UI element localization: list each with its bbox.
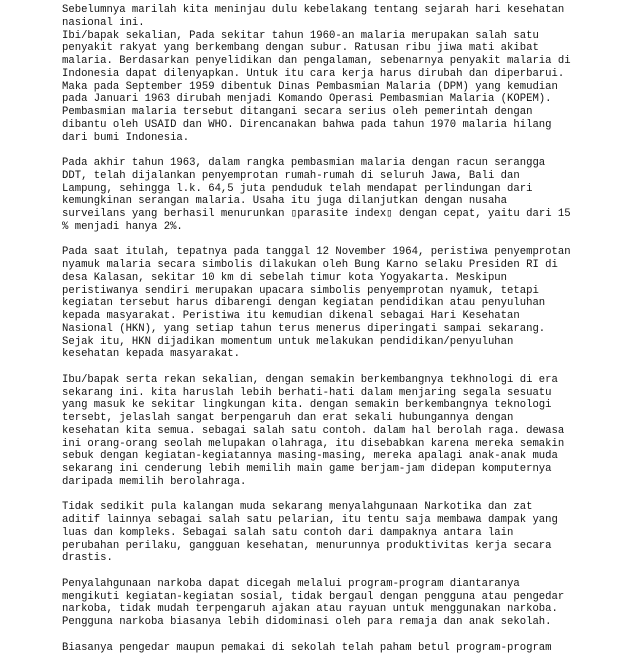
text-line: nyamuk malaria secara simbolis dilakukan oleh Bung Karno selaku Presiden RI di: [62, 259, 594, 272]
text-line: Pada saat itulah, tepatnya pada tanggal 12 November 1964, peristiwa penyemprotan: [62, 246, 594, 259]
text-line: malaria. Berdasarkan penyelidikan dan pengalaman, sebenarnya penyakit malaria di: [62, 55, 594, 68]
text-line: peristiwanya sendiri merupakan upacara simbolis penyemprotan nyamuk, tetapi: [62, 285, 594, 298]
text-line: Lampung, sehingga l.k. 64,5 juta penduduk telah mendapat perlindungan dari: [62, 183, 594, 196]
text-line: sekarang ini cenderung lebih memilih main game berjam-jam didepan komputernya: [62, 463, 594, 476]
text-line: Penyalahgunaan narkoba dapat dicegah melalui program-program diantaranya: [62, 578, 594, 591]
text-line: luas dan kompleks. Sebagai salah satu contoh dari dampaknya antara lain: [62, 527, 594, 540]
text-line: dari bumi Indonesia.: [62, 132, 594, 145]
text-line: Nasional (HKN), yang setiap tahun terus menerus diperingati sampai sekarang.: [62, 323, 594, 336]
text-line: kepada masyarakat. Peristiwa itu kemudian dikenal sebagai Hari Kesehatan: [62, 310, 594, 323]
paragraph-narcotics: [62, 501, 594, 565]
text-line: kemungkinan serangan malaria. Usaha itu juga dilanjutkan dengan nusaha: [62, 195, 594, 208]
text-line: % menjadi hanya 2%.: [62, 221, 594, 234]
paragraph-technology: [62, 374, 594, 489]
text-line: nasional ini.: [62, 17, 594, 30]
text-line: Maka pada September 1959 dibentuk Dinas Pembasmian Malaria (DPM) yang kemudian: [62, 81, 594, 94]
text-line: desa Kalasan, sekitar 10 km di sebelah timur kota Yogyakarta. Meskipun: [62, 272, 594, 285]
text-line: pada Januari 1963 dirubah menjadi Komando Operasi Pembasmian Malaria (KOPEM).: [62, 93, 594, 106]
text-line: penyakit rakyat yang berkembang dengan subur. Ratusan ribu jiwa mati akibat: [62, 42, 594, 55]
text-line: sekarang ini. kita haruslah lebih berhati-hati dalam menjaring segala sesuatu: [62, 387, 594, 400]
text-line: drastis.: [62, 552, 594, 565]
text-line: DDT, telah dijalankan penyemprotan rumah-rumah di seluruh Jawa, Bali dan: [62, 170, 594, 183]
text-line: Biasanya pengedar maupun pemakai di sekolah telah paham betul program-program: [62, 642, 594, 654]
text-line: Ibu/bapak serta rekan sekalian, dengan semakin berkembangnya tekhnologi di era: [62, 374, 594, 387]
text-line: sebuk dengan kegiatan-kegiatannya masing-masing, mereka apalagi anak-anak muda: [62, 450, 594, 463]
text-line: mengikuti kegiatan-kegiatan sosial, tidak bergaul dengan pengguna atau pengedar: [62, 591, 594, 604]
text-line: Pengguna narkoba biasanya lebih didominasi oleh para remaja dan anak sekolah.: [62, 616, 594, 629]
text-line: Pada akhir tahun 1963, dalam rangka pembasmian malaria dengan racun serangga: [62, 157, 594, 170]
text-line: kesehatan kita semua. sebagai salah satu contoh. dalam hal berolah raga. dewasa: [62, 425, 594, 438]
paragraph-closing-partial: [62, 642, 594, 654]
text-line: Indonesia dapat dilenyapkan. Untuk itu cara kerja harus dirubah dan diperbarui.: [62, 68, 594, 81]
text-line: narkoba, tidak mudah terpengaruh ajakan atau rayuan untuk menggunakan narkoba.: [62, 603, 594, 616]
text-line: ini orang-orang seolah melupakan olahraga, itu disebabkan karena mereka semakin: [62, 438, 594, 451]
text-line: Tidak sedikit pula kalangan muda sekarang menyalahgunaan Narkotika dan zat: [62, 501, 594, 514]
text-line: yang masuk ke sekitar lingkungan kita. dengan semakin berkembangnya teknologi: [62, 399, 594, 412]
text-line: dibantu oleh USAID dan WHO. Direncanakan bahwa pada tahun 1970 malaria hilang: [62, 119, 594, 132]
text-line: Sebelumnya marilah kita meninjau dulu kebelakang tentang sejarah hari kesehatan: [62, 4, 594, 17]
text-line: aditif lainnya sebagai salah satu pelarian, itu tentu saja membawa dampak yang: [62, 514, 594, 527]
text-line: surveilans yang berhasil menurunkan ▯parasite index▯ dengan cepat, yaitu dari 15: [62, 208, 594, 221]
text-line: Pembasmian malaria tersebut ditangani secara serius oleh pemerintah dengan: [62, 106, 594, 119]
text-line: Sejak itu, HKN dijadikan momentum untuk melakukan pendidikan/penyuluhan: [62, 336, 594, 349]
text-line: perubahan perilaku, gangguan kesehatan, menurunnya produktivitas kerja secara: [62, 540, 594, 553]
paragraph-ddt-spraying: [62, 157, 594, 234]
paragraph-prevention: [62, 578, 594, 629]
text-line: kesehatan kepada masyarakat.: [62, 348, 594, 361]
text-line: daripada memilih berolahraga.: [62, 476, 594, 489]
text-line: Ibi/bapak sekalian, Pada sekitar tahun 1960-an malaria merupakan salah satu: [62, 30, 594, 43]
paragraph-hkn-origin: [62, 246, 594, 361]
paragraph-intro: [62, 4, 594, 144]
text-line: kegiatan tersebut harus dibarengi dengan kegiatan pendidikan atau penyuluhan: [62, 297, 594, 310]
text-line: tersebt, jelaslah sangat berpengaruh dan erat sekali hubungannya dengan: [62, 412, 594, 425]
